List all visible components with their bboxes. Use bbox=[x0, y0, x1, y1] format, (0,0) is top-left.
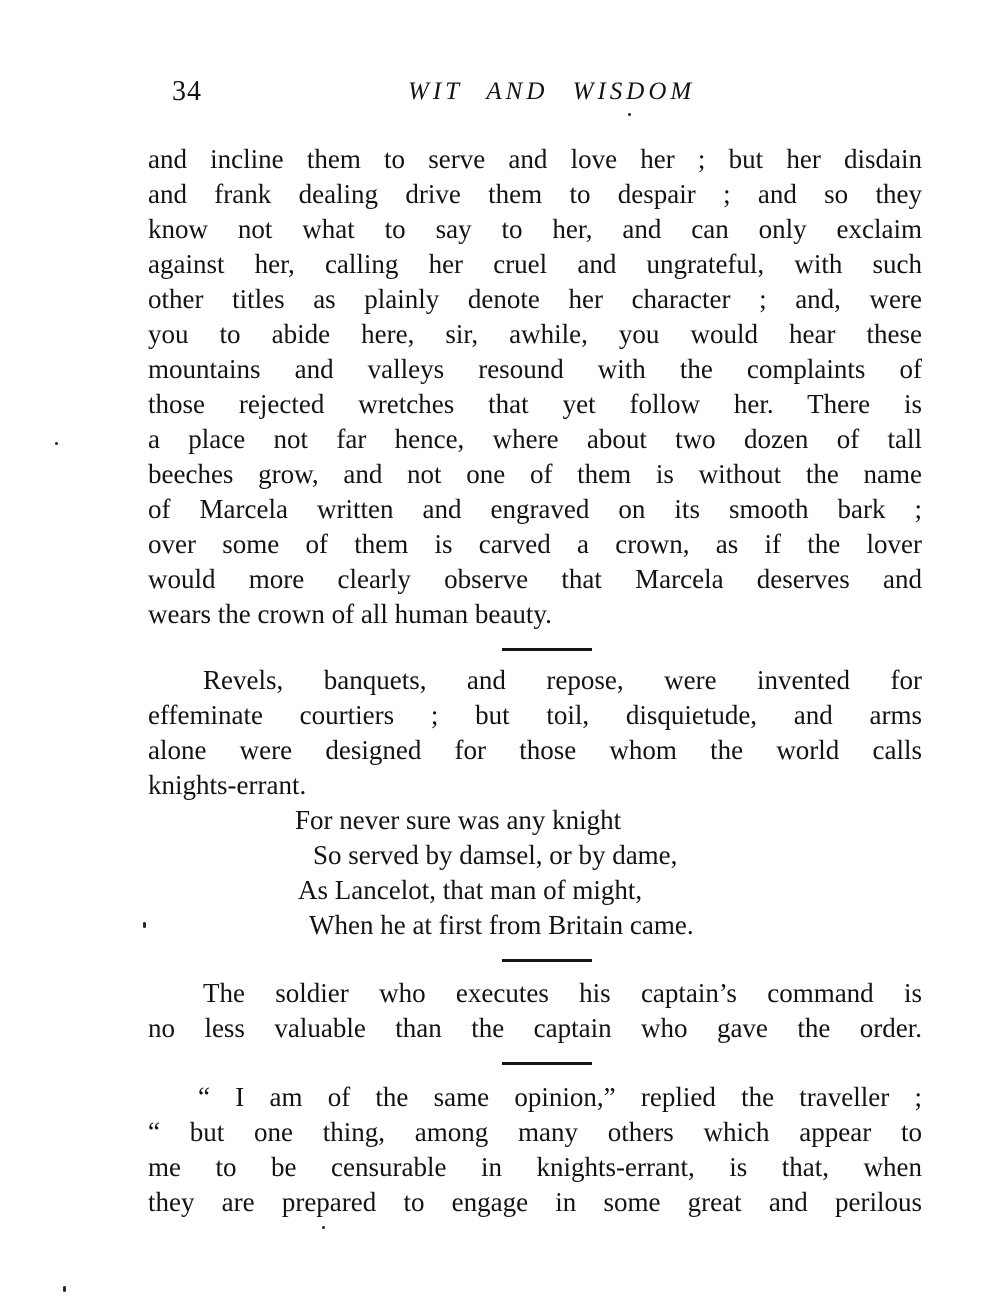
paragraph-4 bbox=[148, 1080, 922, 1220]
scan-speck bbox=[63, 1286, 66, 1292]
page-number: 34 bbox=[172, 76, 202, 107]
text-line: and frank dealing drive them to despair ; and so they bbox=[148, 179, 922, 209]
scan-speck bbox=[322, 1226, 325, 1229]
text-line: beeches grow, and not one of them is without the name bbox=[148, 459, 922, 489]
text-line: over some of them is carved a crown, as if the lover bbox=[148, 529, 922, 559]
text-line: “ I am of the same opinion,” replied the traveller ; bbox=[198, 1082, 922, 1112]
text-line: against her, calling her cruel and ungrateful, with such bbox=[148, 249, 922, 279]
text-line: would more clearly observe that Marcela deserves and bbox=[148, 564, 922, 594]
text-line: effeminate courtiers ; but toil, disquietude, and arms bbox=[148, 700, 922, 730]
scan-speck bbox=[628, 113, 631, 116]
text-line: knights-errant. bbox=[148, 770, 307, 800]
paragraph-1 bbox=[148, 142, 922, 632]
text-line: mountains and valleys resound with the complaints of bbox=[148, 354, 922, 384]
text-line: a place not far hence, where about two dozen of tall bbox=[148, 424, 922, 454]
text-line: those rejected wretches that yet follow her. There is bbox=[148, 389, 922, 419]
verse-line: So served by damsel, or by dame, bbox=[313, 840, 678, 870]
verse-quatrain bbox=[148, 803, 922, 943]
verse-line: When he at first from Britain came. bbox=[309, 910, 694, 940]
text-line: me to be censurable in knights-errant, is that, when bbox=[148, 1152, 922, 1182]
section-divider bbox=[502, 1062, 592, 1065]
verse-line: For never sure was any knight bbox=[295, 805, 622, 835]
text-line: of Marcela written and engraved on its smooth bark ; bbox=[148, 494, 922, 524]
text-line: “ but one thing, among many others which appear to bbox=[148, 1117, 922, 1147]
text-line: The soldier who executes his captain’s command is bbox=[203, 978, 922, 1008]
section-divider bbox=[502, 959, 592, 962]
text-line: other titles as plainly denote her character ; and, were bbox=[148, 284, 922, 314]
text-line: you to abide here, sir, awhile, you would hear these bbox=[148, 319, 922, 349]
text-line: alone were designed for those whom the world calls bbox=[148, 735, 922, 765]
verse-line: As Lancelot, that man of might, bbox=[298, 875, 643, 905]
paragraph-2 bbox=[148, 663, 922, 803]
text-line: Revels, banquets, and repose, were invented for bbox=[203, 665, 922, 695]
paragraph-3 bbox=[148, 976, 922, 1046]
scan-speck bbox=[55, 442, 58, 445]
text-line: and incline them to serve and love her ; but her disdain bbox=[148, 144, 922, 174]
text-line: they are prepared to engage in some great and perilous bbox=[148, 1187, 922, 1217]
text-line: wears the crown of all human beauty. bbox=[148, 599, 552, 629]
scan-speck bbox=[143, 922, 146, 928]
section-divider bbox=[502, 648, 592, 651]
running-title: WIT AND WISDOM bbox=[408, 78, 696, 105]
text-line: know not what to say to her, and can only exclaim bbox=[148, 214, 922, 244]
text-block bbox=[148, 142, 922, 1220]
text-line: no less valuable than the captain who gave the order. bbox=[148, 1013, 922, 1043]
